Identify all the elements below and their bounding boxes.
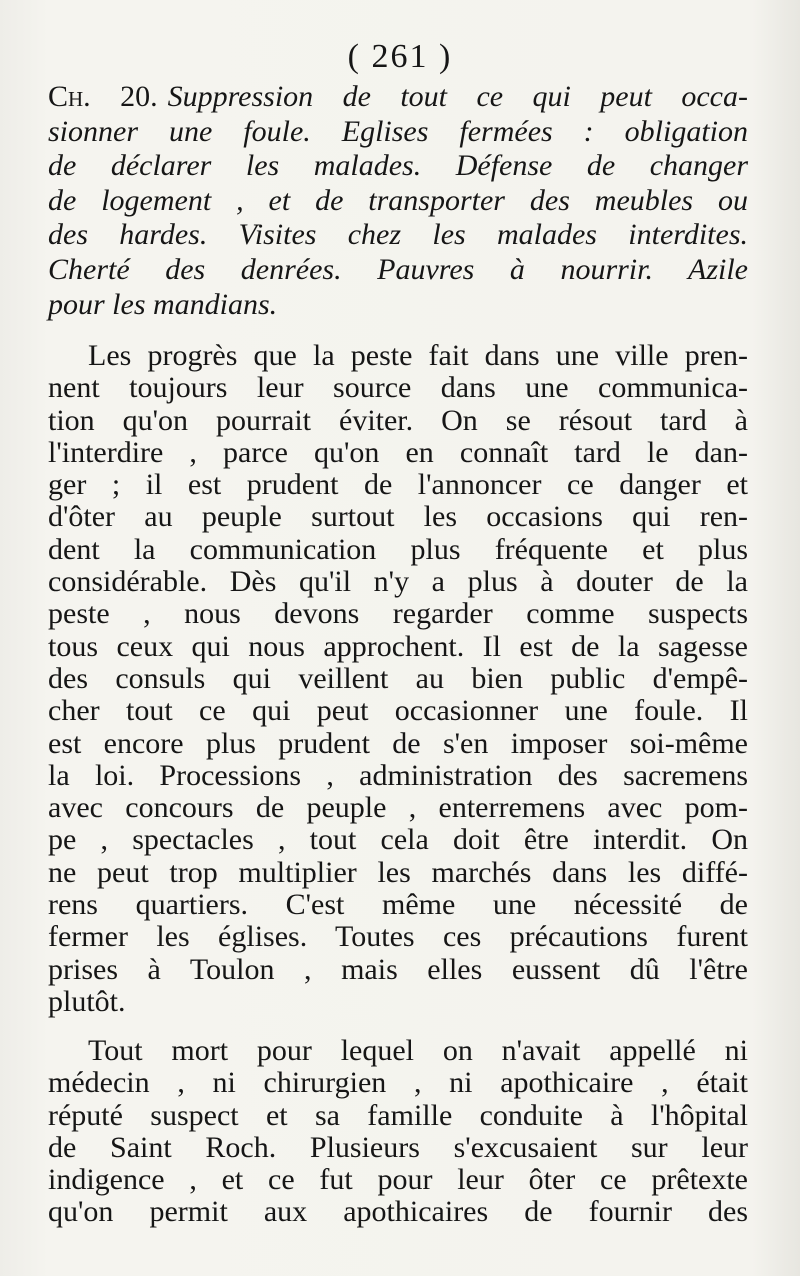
text-line: cher tout ce qui peut occasionner une foule. Il <box>48 694 748 728</box>
text-line: médecin , ni chirurgien , ni apothicaire , était <box>48 1066 748 1100</box>
summary-line: de logement , et de transporter des meubles ou <box>48 183 748 217</box>
chapter-summary <box>48 80 748 322</box>
text-line: est encore plus prudent de s'en imposer soi-même <box>48 726 748 760</box>
paragraph-1 <box>48 340 748 1018</box>
text-line: ne peut trop multiplier les marchés dans les diffé- <box>48 855 748 889</box>
text-line: l'interdire , parce qu'on en connaît tard le dan- <box>48 435 748 469</box>
paragraph-2 <box>48 1035 748 1229</box>
text-line: Tout mort pour lequel on n'avait appellé ni <box>88 1034 748 1067</box>
text-line: peste , nous devons regarder comme suspects <box>48 597 748 631</box>
text-line: avec concours de peuple , enterremens avec pom- <box>48 791 748 825</box>
summary-line: des hardes. Visites chez les malades interdites. <box>48 218 748 252</box>
text-line: des consuls qui veillent au bien public d'empê- <box>48 661 748 695</box>
text-line: rens quartiers. C'est même une nécessité de <box>48 888 748 922</box>
text-line: plutôt. <box>48 984 126 1018</box>
text-line: pe , spectacles , tout cela doit être interdit. On <box>48 823 748 857</box>
text-line: ger ; il est prudent de l'annoncer ce danger et <box>48 468 748 502</box>
text-line: Les progrès que la peste fait dans une ville pren- <box>88 339 748 372</box>
text-line: nent toujours leur source dans une communica- <box>48 371 748 405</box>
text-line: considérable. Dès qu'il n'y a plus à douter de la <box>48 565 748 599</box>
text-line: prises à Toulon , mais elles eussent dû l'être <box>48 952 748 986</box>
text-line: réputé suspect et sa famille conduite à l'hôpital <box>48 1098 748 1132</box>
text-line: d'ôter au peuple surtout les occasions qui ren- <box>48 500 748 534</box>
summary-line: Suppression de tout ce qui peut occa- <box>167 80 748 113</box>
text-line: la loi. Processions , administration des sacremens <box>48 758 748 792</box>
summary-line: Cherté des denrées. Pauvres à nourrir. Azile <box>48 252 748 286</box>
summary-line: de déclarer les malades. Défense de changer <box>48 149 748 183</box>
text-line: indigence , et ce fut pour leur ôter ce prêtexte <box>48 1163 748 1197</box>
text-line: fermer les églises. Toutes ces précautions furent <box>48 920 748 954</box>
chapter-label: Ch. 20. <box>48 80 158 113</box>
text-line: tous ceux qui nous approchent. Il est de la sagesse <box>48 629 748 663</box>
text-line: qu'on permit aux apothicaires de fournir des <box>48 1195 748 1229</box>
summary-line: pour les mandians. <box>48 287 278 321</box>
summary-line: sionner une foule. Eglises fermées : obligation <box>48 114 748 148</box>
page-number: ( 261 ) <box>347 38 453 75</box>
text-line: tion qu'on pourrait éviter. On se résout tard à <box>48 403 748 437</box>
text-line: de Saint Roch. Plusieurs s'excusaient sur leur <box>48 1130 748 1164</box>
text-line: dent la communication plus fréquente et plus <box>48 532 748 566</box>
